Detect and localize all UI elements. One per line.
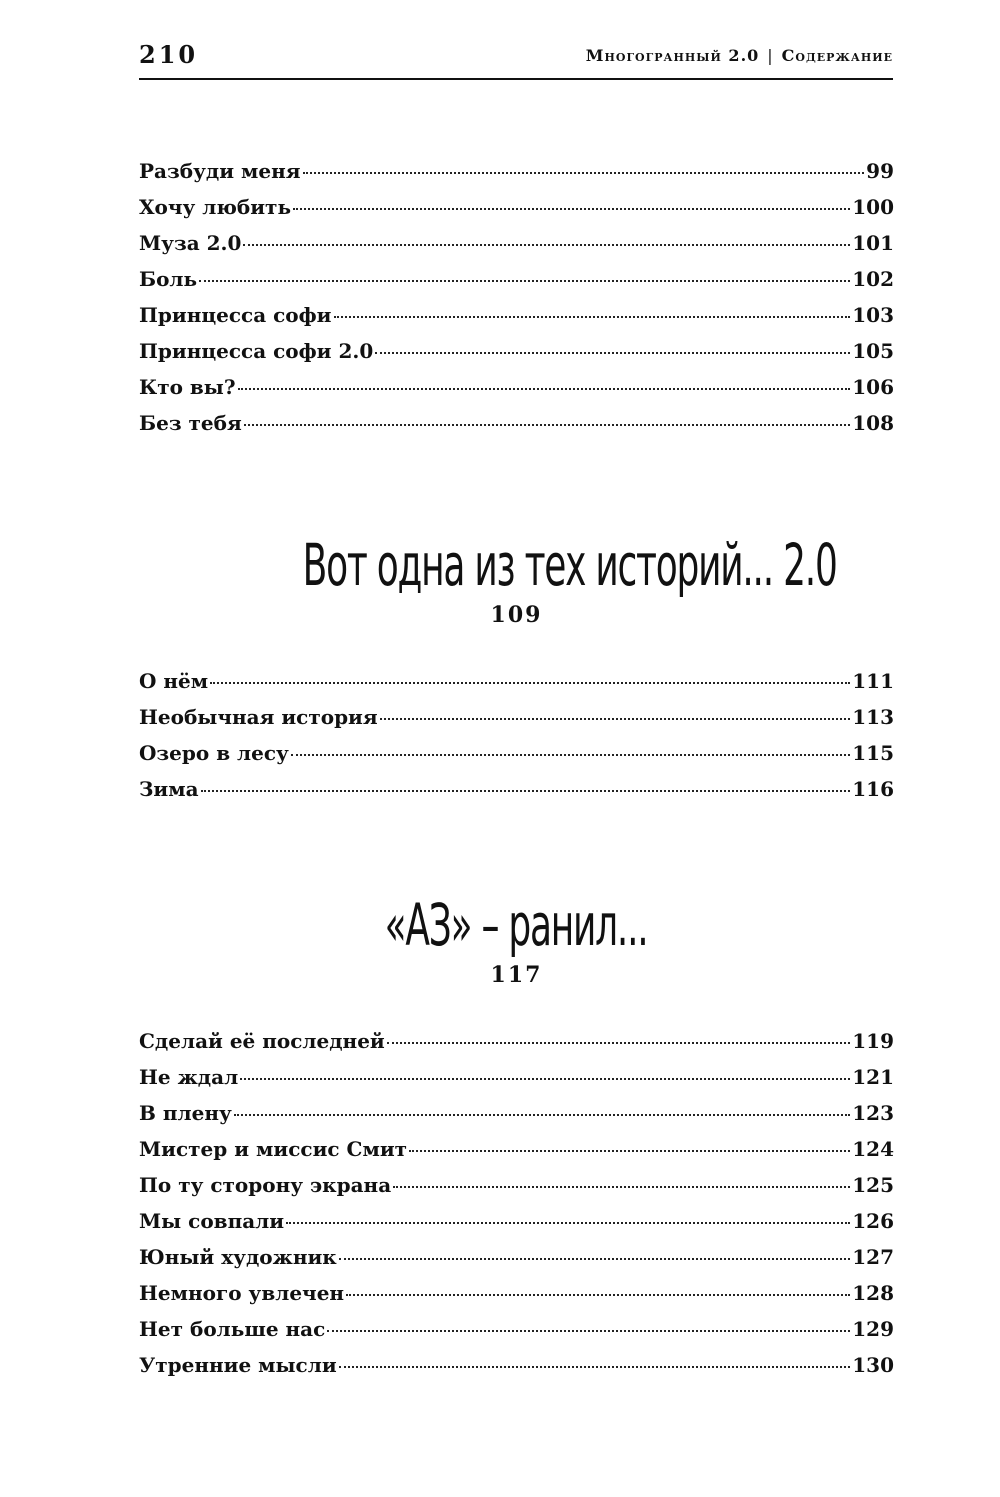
toc-group-1 bbox=[139, 153, 894, 441]
toc-entry-title: Юный художник bbox=[139, 1245, 337, 1269]
dot-leader bbox=[286, 1222, 850, 1224]
toc-entry-title: Принцесса софи 2.0 bbox=[139, 339, 374, 363]
toc-entry[interactable] bbox=[139, 261, 894, 297]
toc-entry-title: Озеро в лесу bbox=[139, 741, 289, 765]
toc-entry[interactable] bbox=[139, 297, 894, 333]
toc-entry-page: 125 bbox=[852, 1173, 894, 1197]
toc-entry-title: Хочу любить bbox=[139, 195, 292, 219]
dot-leader bbox=[339, 1366, 851, 1368]
section-heading bbox=[139, 530, 894, 628]
toc-entry-page: 111 bbox=[852, 669, 894, 693]
dot-leader bbox=[393, 1186, 850, 1188]
toc-entry-title: Зима bbox=[139, 777, 199, 801]
dot-leader bbox=[243, 244, 850, 246]
dot-leader bbox=[387, 1042, 850, 1044]
toc-entry[interactable] bbox=[139, 663, 894, 699]
section-page-number: 109 bbox=[490, 602, 543, 628]
dot-leader bbox=[291, 754, 850, 756]
toc-entry-title: Без тебя bbox=[139, 411, 242, 435]
toc-entry[interactable] bbox=[139, 1275, 894, 1311]
toc-entry-page: 121 bbox=[852, 1065, 894, 1089]
toc-entry-title: Боль bbox=[139, 267, 198, 291]
dot-leader bbox=[210, 682, 850, 684]
header-rule bbox=[139, 78, 893, 80]
dot-leader bbox=[327, 1330, 850, 1332]
toc-entry-page: 130 bbox=[852, 1353, 894, 1377]
toc-entry[interactable] bbox=[139, 1347, 894, 1383]
dot-leader bbox=[303, 172, 865, 174]
toc-entry-title: По ту сторону экрана bbox=[139, 1173, 392, 1197]
dot-leader bbox=[339, 1258, 851, 1260]
toc-entry[interactable] bbox=[139, 189, 894, 225]
section-page-number: 117 bbox=[490, 962, 543, 988]
toc-entry-page: 124 bbox=[852, 1137, 894, 1161]
toc-entry-title: Нет больше нас bbox=[139, 1317, 326, 1341]
toc-entry-title: Разбуди меня bbox=[139, 159, 301, 183]
toc-entry-page: 99 bbox=[866, 159, 894, 183]
book-title: Многогранный 2.0 bbox=[585, 46, 760, 65]
dot-leader bbox=[409, 1150, 850, 1152]
toc-entry[interactable] bbox=[139, 1095, 894, 1131]
toc-group-2 bbox=[139, 663, 894, 807]
toc-entry-title: Утренние мысли bbox=[139, 1353, 337, 1377]
toc-entry-page: 116 bbox=[852, 777, 894, 801]
section-title: «АЗ» – ранил... bbox=[385, 891, 648, 959]
toc-entry[interactable] bbox=[139, 1131, 894, 1167]
toc-entry[interactable] bbox=[139, 1023, 894, 1059]
toc-entry[interactable] bbox=[139, 1311, 894, 1347]
toc-entry-title: Немного увлечен bbox=[139, 1281, 345, 1305]
toc-entry-page: 123 bbox=[852, 1101, 894, 1125]
toc-entry-title: О нём bbox=[139, 669, 209, 693]
toc-entry[interactable] bbox=[139, 369, 894, 405]
toc-entry-page: 102 bbox=[852, 267, 894, 291]
toc-entry-page: 115 bbox=[852, 741, 894, 765]
dot-leader bbox=[238, 388, 851, 390]
dot-leader bbox=[201, 790, 851, 792]
toc-entry[interactable] bbox=[139, 153, 894, 189]
toc-entry[interactable] bbox=[139, 699, 894, 735]
page-number: 210 bbox=[139, 40, 199, 69]
toc-entry-page: 101 bbox=[852, 231, 894, 255]
dot-leader bbox=[199, 280, 850, 282]
toc-entry-title: Кто вы? bbox=[139, 375, 236, 399]
dot-leader bbox=[380, 718, 851, 720]
toc-entry[interactable] bbox=[139, 771, 894, 807]
header-separator: | bbox=[767, 46, 774, 65]
toc-entry-page: 105 bbox=[852, 339, 894, 363]
toc-entry-title: Необычная история bbox=[139, 705, 378, 729]
toc-entry-title: Сделай её последней bbox=[139, 1029, 385, 1053]
toc-entry[interactable] bbox=[139, 333, 894, 369]
dot-leader bbox=[234, 1114, 850, 1116]
dot-leader bbox=[244, 424, 850, 426]
toc-entry-page: 127 bbox=[852, 1245, 894, 1269]
toc-entry-title: Муза 2.0 bbox=[139, 231, 242, 255]
toc-entry[interactable] bbox=[139, 735, 894, 771]
dot-leader bbox=[293, 208, 850, 210]
dot-leader bbox=[334, 316, 851, 318]
toc-entry-title: Не ждал bbox=[139, 1065, 239, 1089]
toc-entry-page: 129 bbox=[852, 1317, 894, 1341]
toc-entry[interactable] bbox=[139, 1239, 894, 1275]
toc-entry-title: В плену bbox=[139, 1101, 232, 1125]
section-title: Вот одна из тех историй... 2.0 bbox=[302, 531, 837, 599]
toc-entry-page: 106 bbox=[852, 375, 894, 399]
toc-group-3 bbox=[139, 1023, 894, 1383]
dot-leader bbox=[375, 352, 850, 354]
toc-entry-title: Мистер и миссис Смит bbox=[139, 1137, 408, 1161]
toc-entry-title: Мы совпали bbox=[139, 1209, 285, 1233]
toc-entry-page: 113 bbox=[852, 705, 894, 729]
toc-entry[interactable] bbox=[139, 1059, 894, 1095]
toc-entry-page: 103 bbox=[852, 303, 894, 327]
dot-leader bbox=[240, 1078, 850, 1080]
toc-entry[interactable] bbox=[139, 1167, 894, 1203]
toc-entry-page: 119 bbox=[852, 1029, 894, 1053]
section-heading bbox=[139, 890, 894, 988]
toc-entry-page: 128 bbox=[852, 1281, 894, 1305]
section-name: Содержание bbox=[781, 46, 893, 65]
toc-entry-page: 126 bbox=[852, 1209, 894, 1233]
toc-entry[interactable] bbox=[139, 225, 894, 261]
dot-leader bbox=[346, 1294, 850, 1296]
toc-entry[interactable] bbox=[139, 405, 894, 441]
toc-entry-page: 100 bbox=[852, 195, 894, 219]
toc-entry-title: Принцесса софи bbox=[139, 303, 332, 327]
running-header bbox=[586, 46, 893, 65]
toc-entry[interactable] bbox=[139, 1203, 894, 1239]
toc-entry-page: 108 bbox=[852, 411, 894, 435]
